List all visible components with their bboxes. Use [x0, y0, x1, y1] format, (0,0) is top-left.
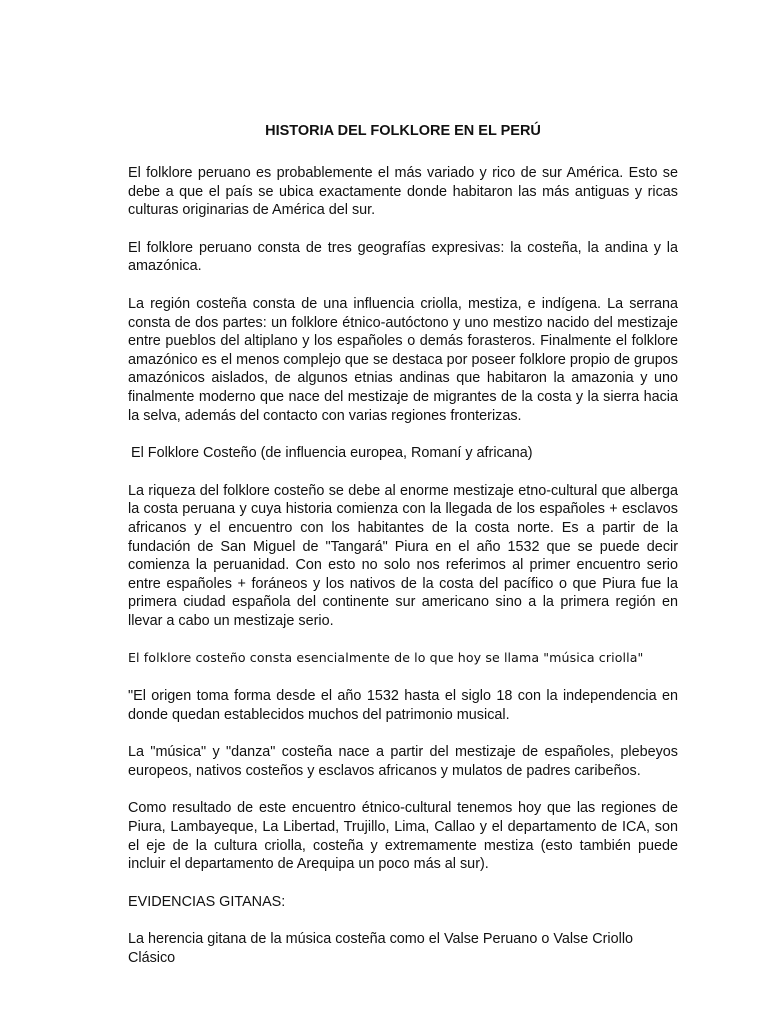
paragraph-herencia-gitana: La herencia gitana de la música costeña como el Valse Peruano o Valse Criollo Clásico — [128, 931, 634, 966]
section-heading-folklore-costeno: El Folklore Costeño (de influencia europea, Romaní y africana) — [131, 445, 533, 462]
paragraph-musica-criolla: El folklore costeño consta esencialmente de lo que hoy se llama "música criolla" — [128, 650, 644, 666]
paragraph-origen: "El origen toma forma desde el año 1532 hasta el siglo 18 con la independencia en donde quedan establecidos muchos del patrimonio musical. — [128, 688, 678, 723]
paragraph-regions: La región costeña consta de una influencia criolla, mestiza, e indígena. La serrana consta de dos partes: un folklore étnico-autóctono y uno mestizo nacido del mestizaje entre pueblos del altiplano y los españoles o demás forasteros. Finalmente el folklore amazónico es el menos complejo que se destaca por poseer folklore propio de grupos amazónicos aislados, de algunos etnias andinas que habitaron la amazonia y uno finalmente moderno que nace del mestizaje de migrantes de la costa y la sierra hacia la selva, además del contacto con varias regiones fronterizas. — [128, 295, 678, 424]
paragraph-riqueza: La riqueza del folklore costeño se debe al enorme mestizaje etno-cultural que alberga la costa peruana y cuya historia comienza con la llegada de los españoles + esclavos africanos y el encuentro con los habitantes de la costa norte. Es a partir de la fundación de San Miguel de "Tangará" Piura en el año 1532 que se puede decir comienza la peruanidad. Con esto no solo nos referimos al primer encuentro serio entre españoles + foráneos y los nativos de la costa del pacífico o que Piura fue la primera ciudad española del continente sur americano sino a la primera región en llevar a cabo un mestizaje serio. — [128, 482, 678, 629]
paragraph-geographies: El folklore peruano consta de tres geografías expresivas: la costeña, la andina y la amazónica. — [128, 239, 678, 275]
document-title: HISTORIA DEL FOLKLORE EN EL PERÚ — [265, 123, 541, 139]
section-heading-evidencias-gitanas: EVIDENCIAS GITANAS: — [128, 893, 286, 910]
paragraph-musica-danza: La "música" y "danza" costeña nace a partir del mestizaje de españoles, plebeyos europeos, nativos costeños y esclavos africanos y mulatos de padres caribeños. — [128, 744, 678, 779]
paragraph-intro: El folklore peruano es probablemente el más variado y rico de sur América. Esto se debe a que el país se ubica exactamente donde habitaron las más antiguas y ricas culturas originarias de América del sur. — [128, 165, 678, 219]
paragraph-resultado: Como resultado de este encuentro étnico-cultural tenemos hoy que las regiones de Piura, Lambayeque, La Libertad, Trujillo, Lima, Callao y el departamento de ICA, son el eje de la cultura criolla, costeña y extremamente mestiza (esto también puede incluir el departamento de Arequipa un poco más al sur). — [128, 800, 678, 873]
